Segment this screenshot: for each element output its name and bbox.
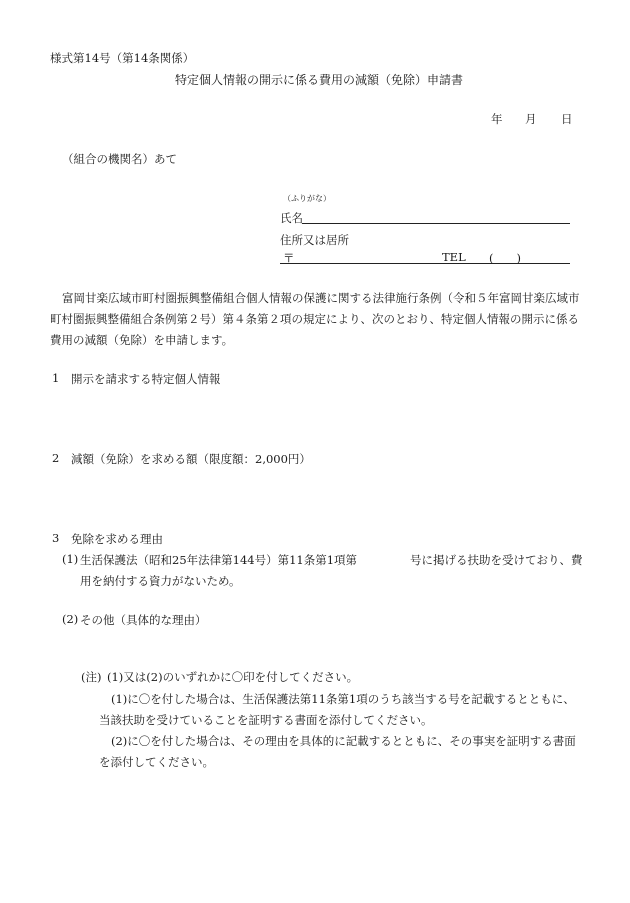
date-month: 月 [525,112,537,126]
reason-2-text: その他（具体的な理由） [80,613,207,627]
note-line-1: (1)又は(2)のいずれかに〇印を付してください。 [107,670,359,684]
tel-paren: ( ) [489,251,521,265]
postal-mark: 〒 [283,251,295,265]
reason-1-text-a: 生活保護法（昭和25年法律第144号）第11条第1項第 [80,553,358,567]
body-text: 富岡甘楽広域市町村圏振興整備組合個人情報の保護に関する法律施行条例（令和５年富岡甘楽広域市町村圏振興整備組合条例第２号）第４条第２項の規定により、次のとおり、特定個人情報の開示に係る費用の減額（免除）を申請します。 [50,291,580,347]
section-2-label: 減額（免除）を求める額（限度額：2,000円） [71,452,311,466]
section-1-label: 開示を請求する特定個人情報 [71,372,221,386]
section-2-number: 2 [52,451,60,465]
reason-2-number: (2) [62,612,79,626]
section-3-number: 3 [52,531,60,545]
note-paragraph-1: (1)に〇を付した場合は、生活保護法第11条第1項のうち該当する号を記載するとともに、当該扶助を受けていることを証明する書面を添付してください。 [99,692,575,727]
page-title: 特定個人情報の開示に係る費用の減額（免除）申請書 [175,73,464,87]
note-paragraph-2: (2)に〇を付した場合は、その理由を具体的に記載するとともに、その事実を証明する書面を添付してください。 [99,734,576,769]
address-field[interactable] [280,263,570,264]
section-3-label: 免除を求める理由 [71,532,163,546]
date-day: 日 [561,112,573,126]
reason-1-number: (1) [62,552,79,566]
name-label: 氏名 [280,211,303,225]
form-id: 様式第14号（第14条関係） [50,51,195,65]
addressee: （組合の機関名）あて [62,152,177,166]
furigana-label: （ふりがな） [283,194,331,203]
section-1-number: 1 [52,371,60,385]
reason-1-text-b: 号に掲げる扶助を受けており、費 [410,553,583,567]
name-field[interactable] [302,223,570,224]
notes-label: (注) [81,670,102,684]
date-year: 年 [491,112,503,126]
reason-1-text-c: 用を納付する資力がないため。 [80,574,241,588]
address-label: 住所又は居所 [280,233,349,247]
tel-label: TEL [442,250,466,264]
